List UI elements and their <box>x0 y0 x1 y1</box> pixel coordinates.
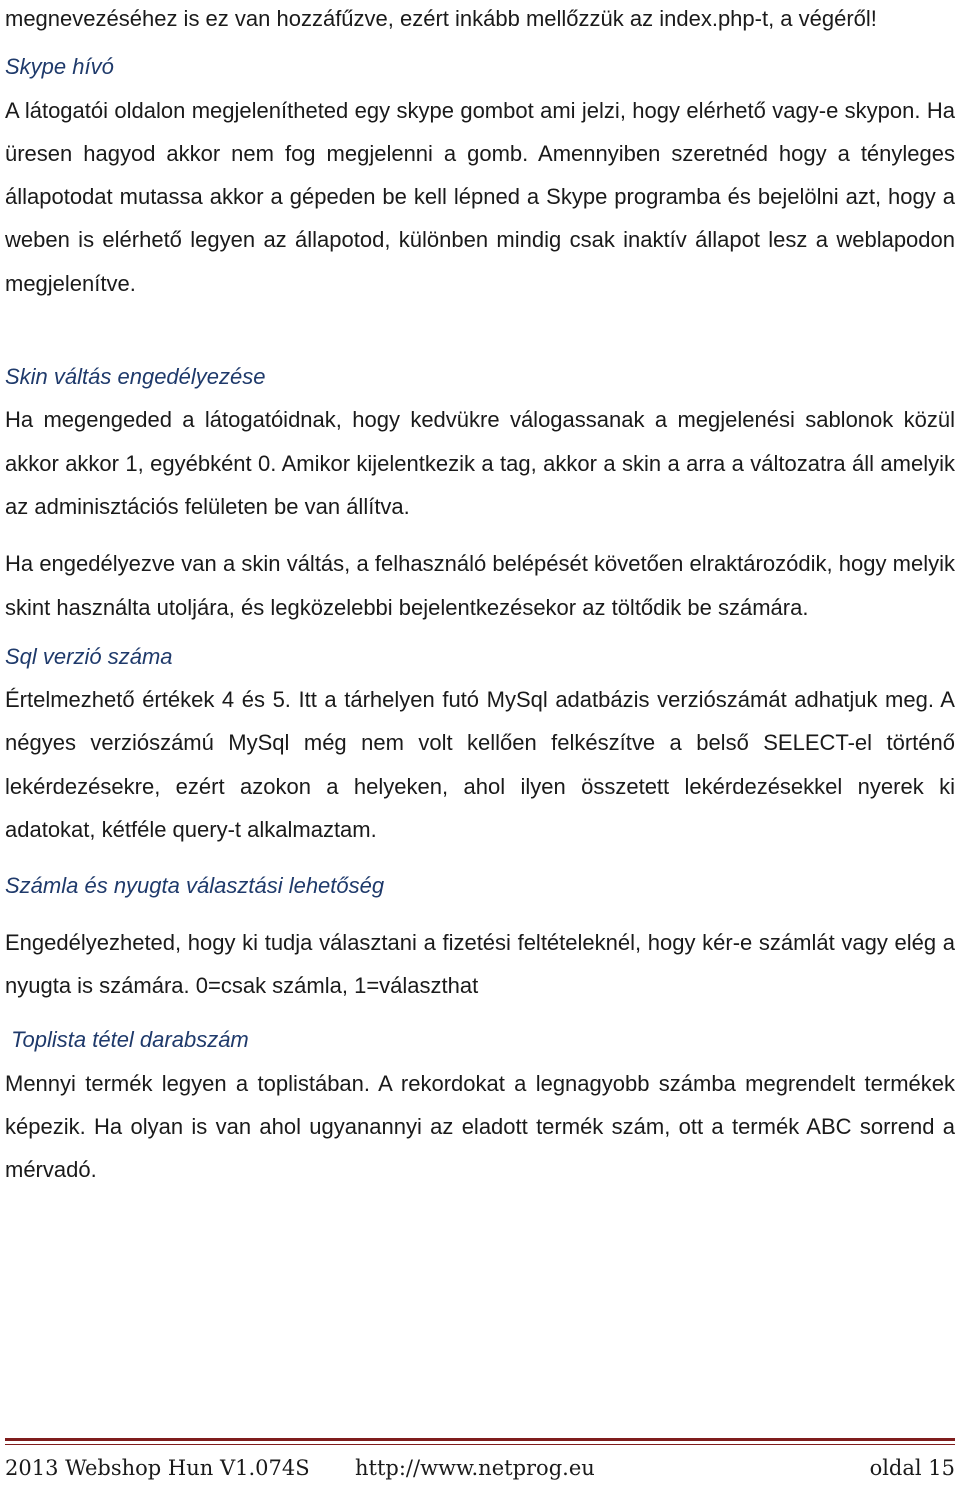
footer-rule-thin <box>5 1444 955 1445</box>
paragraph-skype: A látogatói oldalon megjelenítheted egy skype gombot ami jelzi, hogy elérhető vagy-e skypon. Ha üresen hagyod akkor nem fog megjelenni a gomb. Amennyiben szeretnéd hogy a tényleges állapotodat mutassa akkor a gépeden be kell lépned a Skype programba és bejelölni azt, hogy a weben is elérhető legyen az állapotod, különben mindig csak inaktív állapot lesz a weblapodon megjelenítve. <box>5 97 955 296</box>
footer-url[interactable]: http://www.netprog.eu <box>355 1456 595 1480</box>
paragraph-toplist: Mennyi termék legyen a toplistában. A rekordokat a legnagyobb számba megrendelt termékek képezik. Ha olyan is van ahol ugyanannyi az eladott termék szám, ott a termék ABC sorrend a mérvadó. <box>5 1070 955 1183</box>
paragraph-invoice: Engedélyezheted, hogy ki tudja választani a fizetési feltételeknél, hogy kér-e számlát vagy elég a nyugta is számára. 0=csak számla, 1=választhat <box>5 929 955 998</box>
footer-page-number: oldal 15 <box>869 1456 955 1480</box>
footer-version: 2013 Webshop Hun V1.074S <box>5 1456 310 1480</box>
heading-sql: Sql verzió száma <box>5 643 173 669</box>
footer-rule <box>5 1438 955 1441</box>
paragraph-skin-1: Ha megengeded a látogatóidnak, hogy kedvükre válogassanak a megjelenési sablonok közül akkor akkor 1, egyébként 0. Amikor kijelentkezik a tag, akkor a skin a arra a változatra áll amelyik az adminisztációs felületen be van állítva. <box>5 407 955 519</box>
heading-invoice: Számla és nyugta választási lehetőség <box>5 873 385 899</box>
heading-skype: Skype hívó <box>5 54 114 80</box>
heading-toplist: Toplista tétel darabszám <box>5 1027 249 1053</box>
intro-paragraph: megnevezéséhez is ez van hozzáfűzve, ezért inkább mellőzzük az index.php-t, a végéről! <box>5 6 877 31</box>
paragraph-sql: Értelmezhető értékek 4 és 5. Itt a tárhelyen futó MySql adatbázis verziószámát adhatjuk meg. A négyes verziószámú MySql még nem volt kellően felkészítve a belső SELECT-el történő lekérdezésekre, ezért azokon a helyeken, ahol ilyen összetett lekérdezésekkel nyerek ki adatokat, kétféle query-t alkalmaztam. <box>5 687 955 843</box>
document-page <box>5 0 955 1191</box>
heading-skin: Skin váltás engedélyezése <box>5 364 266 390</box>
paragraph-skin-2: Ha engedélyezve van a skin váltás, a felhasználó belépését követően elraktározódik, hogy melyik skint használta utoljára, és legközelebbi bejelentkezésekor az töltődik be számára. <box>5 551 955 620</box>
